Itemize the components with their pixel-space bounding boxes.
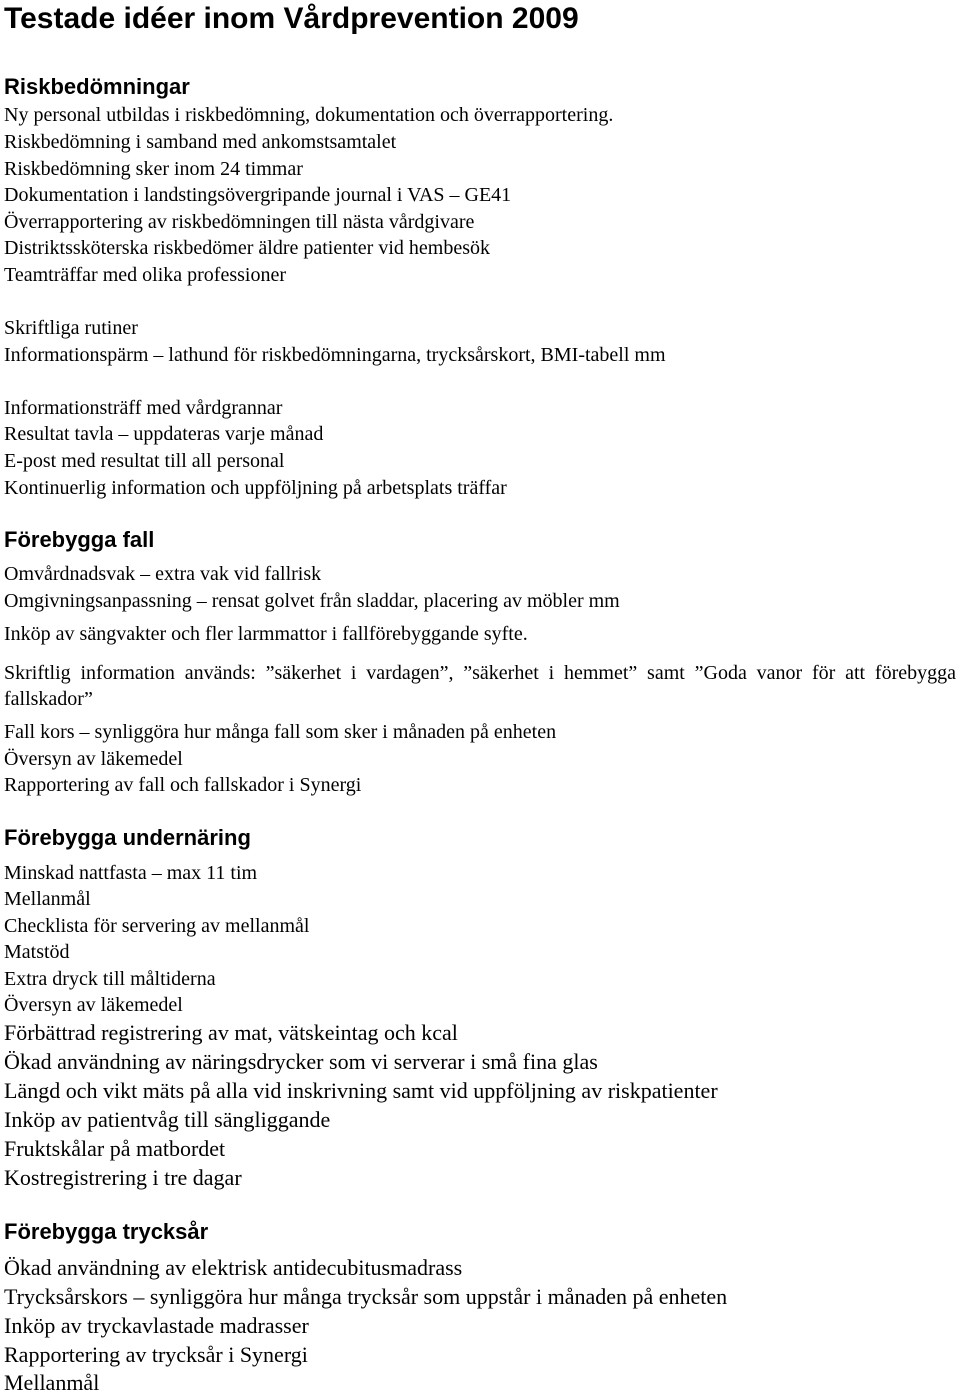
list-item: Inköp av sängvakter och fler larmmattor i fallförebyggande syfte. bbox=[4, 623, 528, 645]
section-heading-forebygga-trycksar: Förebygga trycksår bbox=[4, 1219, 209, 1244]
list-item: Fruktskålar på matbordet bbox=[4, 1136, 226, 1161]
list-item: Skriftliga rutiner bbox=[4, 317, 138, 339]
list-item: Mellanmål bbox=[4, 1370, 100, 1395]
list-item: Ny personal utbildas i riskbedömning, dokumentation och överrapportering. bbox=[4, 104, 614, 126]
page-title: Testade idéer inom Vårdprevention 2009 bbox=[4, 2, 579, 35]
list-item: Matstöd bbox=[4, 941, 70, 963]
list-item: Distriktssköterska riskbedömer äldre patienter vid hembesök bbox=[4, 237, 490, 259]
list-item: Trycksårskors – synliggöra hur många trycksår som uppstår i månaden på enheten bbox=[4, 1284, 728, 1309]
list-item: Omgivningsanpassning – rensat golvet från sladdar, placering av möbler mm bbox=[4, 590, 620, 612]
list-item: Kostregistrering i tre dagar bbox=[4, 1165, 242, 1190]
list-item: Minskad nattfasta – max 11 tim bbox=[4, 862, 258, 884]
list-item: Riskbedömning sker inom 24 timmar bbox=[4, 158, 303, 180]
section-heading-forebygga-undernaring: Förebygga undernäring bbox=[4, 825, 251, 850]
list-item: E-post med resultat till all personal bbox=[4, 450, 285, 472]
list-item: Fall kors – synliggöra hur många fall som sker i månaden på enheten bbox=[4, 721, 557, 743]
list-item: Informationsträff med vårdgrannar bbox=[4, 397, 283, 419]
list-item: Mellanmål bbox=[4, 888, 91, 910]
list-item: Ökad användning av elektrisk antidecubitusmadrass bbox=[4, 1255, 463, 1280]
list-item: Rapportering av fall och fallskador i Synergi bbox=[4, 774, 362, 796]
section-heading-forebygga-fall: Förebygga fall bbox=[4, 527, 155, 552]
list-item: Dokumentation i landstingsövergripande journal i VAS – GE41 bbox=[4, 184, 512, 206]
list-item: Teamträffar med olika professioner bbox=[4, 264, 287, 286]
list-item: Resultat tavla – uppdateras varje månad bbox=[4, 423, 324, 445]
list-item: Omvårdnadsvak – extra vak vid fallrisk bbox=[4, 563, 322, 585]
list-item: Översyn av läkemedel bbox=[4, 748, 183, 770]
list-item: Inköp av patientvåg till sängliggande bbox=[4, 1107, 331, 1132]
list-item: Checklista för servering av mellanmål bbox=[4, 915, 310, 937]
list-item: Överrapportering av riskbedömningen till nästa vårdgivare bbox=[4, 211, 475, 233]
list-item: Rapportering av trycksår i Synergi bbox=[4, 1342, 308, 1367]
list-item: Riskbedömning i samband med ankomstsamtalet bbox=[4, 131, 397, 153]
list-item: Inköp av tryckavlastade madrasser bbox=[4, 1313, 309, 1338]
paragraph: Skriftlig information används: ”säkerhet i vardagen”, ”säkerhet i hemmet” samt ”Goda vanor för att förebygga fallskador” bbox=[4, 662, 956, 710]
list-item: Förbättrad registrering av mat, vätskeintag och kcal bbox=[4, 1020, 458, 1045]
list-item: Extra dryck till måltiderna bbox=[4, 968, 216, 990]
list-item: Översyn av läkemedel bbox=[4, 994, 183, 1016]
list-item: Ökad användning av näringsdrycker som vi serverar i små fina glas bbox=[4, 1049, 598, 1074]
list-item: Informationspärm – lathund för riskbedömningarna, trycksårskort, BMI-tabell mm bbox=[4, 344, 666, 366]
list-item: Kontinuerlig information och uppföljning på arbetsplats träffar bbox=[4, 477, 507, 499]
section-heading-riskbedomningar: Riskbedömningar bbox=[4, 74, 190, 99]
list-item: Längd och vikt mäts på alla vid inskrivning samt vid uppföljning av riskpatienter bbox=[4, 1078, 718, 1103]
